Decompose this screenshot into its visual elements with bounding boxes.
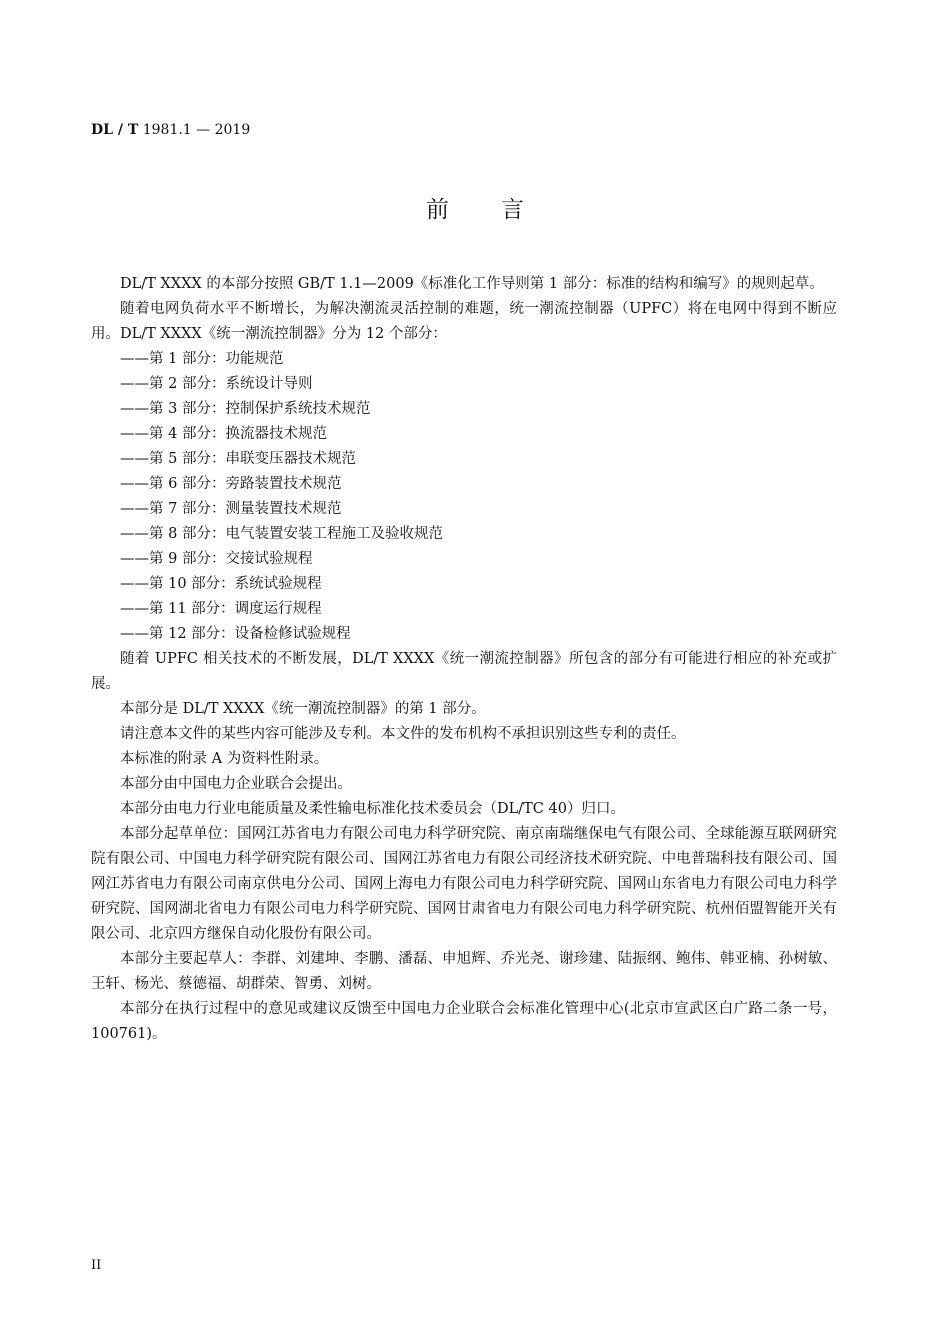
standard-code bbox=[91, 120, 250, 140]
paragraph-drafters: 本部分主要起草人：李群、刘建坤、李鹏、潘磊、申旭辉、乔光尧、谢珍建、陆振纲、鲍伟、韩亚楠、孙树敏、王轩、杨光、蔡德福、胡群荣、智勇、刘树。 bbox=[91, 951, 837, 992]
list-item: ——第 1 部分：功能规范 bbox=[120, 351, 284, 367]
list-item: ——第 12 部分：设备检修试验规程 bbox=[120, 626, 351, 642]
list-item: ——第 7 部分：测量装置技术规范 bbox=[120, 501, 342, 517]
paragraph-upfc-intro: 随着电网负荷水平不断增长，为解决潮流灵活控制的难题，统一潮流控制器（UPFC）将在电网中得到不断应用。DL/T XXXX《统一潮流控制器》分为 12 个部分： bbox=[91, 301, 837, 342]
paragraph-part-number: 本部分是 DL/T XXXX《统一潮流控制器》的第 1 部分。 bbox=[120, 701, 486, 717]
list-item: ——第 10 部分：系统试验规程 bbox=[120, 576, 322, 592]
parts-list bbox=[91, 347, 837, 647]
page-title: 前言 bbox=[426, 197, 576, 223]
paragraph-annex: 本标准的附录 A 为资料性附录。 bbox=[120, 751, 329, 767]
list-item: ——第 6 部分：旁路装置技术规范 bbox=[120, 476, 342, 492]
foreword-body bbox=[91, 272, 837, 1047]
list-item: ——第 3 部分：控制保护系统技术规范 bbox=[120, 401, 371, 417]
list-item: ——第 2 部分：系统设计导则 bbox=[120, 376, 313, 392]
paragraph-patent-notice: 请注意本文件的某些内容可能涉及专利。本文件的发布机构不承担识别这些专利的责任。 bbox=[120, 726, 686, 742]
standard-code-prefix: DL / T bbox=[91, 122, 139, 138]
list-item: ——第 8 部分：电气装置安装工程施工及验收规范 bbox=[120, 526, 443, 542]
list-item: ——第 4 部分：换流器技术规范 bbox=[120, 426, 327, 442]
list-item: ——第 5 部分：串联变压器技术规范 bbox=[120, 451, 356, 467]
standard-code-number: 1981.1 — 2019 bbox=[138, 122, 251, 138]
paragraph-extension: 随着 UPFC 相关技术的不断发展，DL/T XXXX《统一潮流控制器》所包含的部分有可能进行相应的补充或扩展。 bbox=[91, 651, 837, 692]
paragraph-drafting-units: 本部分起草单位：国网江苏省电力有限公司电力科学研究院、南京南瑞继保电气有限公司、全球能源互联网研究院有限公司、中国电力科学研究院有限公司、国网江苏省电力有限公司经济技术研究院、中电普瑞科技有限公司、国网江苏省电力有限公司南京供电分公司、国网上海电力有限公司电力科学研究院、国网山东省电力有限公司电力科学研究院、国网湖北省电力有限公司电力科学研究院、国网甘肃省电力有限公司电力科学研究院、杭州佰盟智能开关有限公司、北京四方继保自动化股份有限公司。 bbox=[91, 826, 837, 942]
paragraph-proposed-by: 本部分由中国电力企业联合会提出。 bbox=[120, 776, 352, 792]
list-item: ——第 9 部分：交接试验规程 bbox=[120, 551, 313, 567]
paragraph-committee: 本部分由电力行业电能质量及柔性输电标准化技术委员会（DL/TC 40）归口。 bbox=[120, 801, 625, 817]
paragraph-feedback: 本部分在执行过程中的意见或建议反馈至中国电力企业联合会标准化管理中心(北京市宣武区白广路二条一号，100761)。 bbox=[91, 1001, 837, 1042]
paragraph-drafting-rules: DL/T XXXX 的本部分按照 GB/T 1.1—2009《标准化工作导则第 1 部分：标准的结构和编写》的规则起草。 bbox=[120, 276, 824, 292]
page-number: II bbox=[91, 1258, 102, 1273]
list-item: ——第 11 部分：调度运行规程 bbox=[120, 601, 322, 617]
